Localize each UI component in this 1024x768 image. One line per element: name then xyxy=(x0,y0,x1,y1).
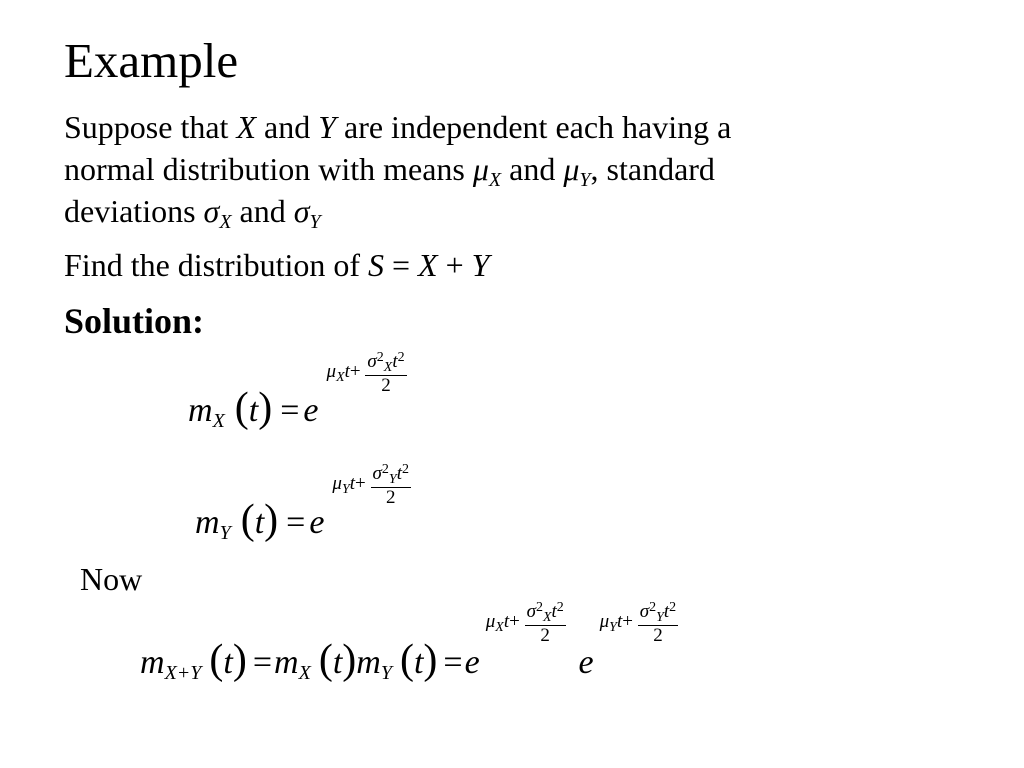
problem-line-2 xyxy=(64,152,715,191)
m-symbol: m xyxy=(140,644,165,681)
m-symbol: m xyxy=(356,644,381,681)
text: and xyxy=(255,109,319,145)
subscript: X xyxy=(212,410,225,432)
numerator xyxy=(638,601,678,626)
var-x: X xyxy=(418,247,438,283)
text: normal distribution with means xyxy=(64,151,473,187)
slide-title: Example xyxy=(64,33,239,88)
var-t: t xyxy=(344,361,350,382)
var-t: t xyxy=(503,611,510,632)
exponent-x xyxy=(485,599,571,646)
var-y: Y xyxy=(471,247,490,283)
plus-sign: + xyxy=(509,611,520,632)
superscript: 2 xyxy=(669,599,677,615)
sigma-symbol: σ xyxy=(372,462,382,484)
var-t: t xyxy=(396,462,402,484)
sigma-symbol: σ xyxy=(293,193,310,229)
subscript: Y xyxy=(388,471,397,487)
left-paren: ( xyxy=(240,497,255,543)
denominator: 2 xyxy=(381,374,391,396)
right-paren: ) xyxy=(342,637,357,683)
superscript: 2 xyxy=(401,461,409,477)
problem-line-1 xyxy=(64,110,731,145)
sigma-symbol: σ xyxy=(526,600,536,622)
left-paren: ( xyxy=(318,637,333,683)
now-label: Now xyxy=(80,561,143,597)
var-t: t xyxy=(254,504,265,541)
problem-line-3 xyxy=(64,194,321,233)
right-paren: ) xyxy=(423,637,438,683)
right-paren: ) xyxy=(258,385,273,431)
superscript: 2 xyxy=(397,349,405,365)
equals-sign: = xyxy=(443,644,463,681)
numerator xyxy=(365,351,406,376)
superscript: 2 xyxy=(556,599,564,615)
left-paren: ( xyxy=(209,637,224,683)
e-symbol: e xyxy=(464,644,480,681)
subscript: X xyxy=(298,662,311,684)
text: Find the distribution of xyxy=(64,247,368,283)
equation-mx xyxy=(188,344,407,432)
subscript: X xyxy=(336,370,345,385)
denominator: 2 xyxy=(540,624,550,646)
left-paren: ( xyxy=(234,385,249,431)
var-t: t xyxy=(223,644,233,681)
fraction xyxy=(365,351,406,395)
equals-sign: = xyxy=(384,247,419,283)
fraction xyxy=(525,601,566,645)
left-paren: ( xyxy=(399,637,414,683)
var-s: S xyxy=(368,247,384,283)
text: , standard xyxy=(590,151,715,187)
mu-symbol: μ xyxy=(563,151,580,187)
exponent-y xyxy=(599,599,679,646)
superscript: 2 xyxy=(376,349,384,365)
subscript: X xyxy=(488,169,502,191)
subscript: X xyxy=(495,620,504,635)
plus-sign: + xyxy=(349,361,361,382)
text: are independent each having a xyxy=(335,109,732,145)
denominator: 2 xyxy=(653,624,663,646)
subscript: X xyxy=(383,359,393,375)
numerator xyxy=(525,601,566,626)
mu-symbol: μ xyxy=(472,151,489,187)
equals-sign: = xyxy=(286,504,306,541)
equals-sign: = xyxy=(280,392,300,429)
sigma-symbol: σ xyxy=(639,600,650,622)
var-y: Y xyxy=(318,109,336,145)
equation-mxy xyxy=(140,594,678,684)
var-x: X xyxy=(236,109,256,145)
right-paren: ) xyxy=(264,497,279,543)
exponent xyxy=(326,349,407,396)
denominator: 2 xyxy=(385,486,396,508)
text: and xyxy=(501,151,564,187)
plus-sign: + xyxy=(622,611,633,632)
sigma-symbol: σ xyxy=(367,350,377,372)
m-symbol: m xyxy=(274,644,299,681)
var-t: t xyxy=(413,644,424,681)
fraction xyxy=(638,601,678,645)
equation-my xyxy=(195,456,411,544)
subscript: X+Y xyxy=(164,662,202,684)
solution-label: Solution: xyxy=(64,301,205,341)
e-symbol: e xyxy=(303,392,319,429)
subscript: Y xyxy=(219,522,231,544)
e-symbol: e xyxy=(578,644,594,681)
var-t: t xyxy=(332,644,343,681)
exponent xyxy=(332,461,411,508)
m-symbol: m xyxy=(188,392,213,429)
m-symbol: m xyxy=(195,504,220,541)
superscript: 2 xyxy=(535,599,543,615)
subscript: Y xyxy=(309,211,321,233)
mu-symbol: μ xyxy=(599,611,610,632)
plus-sign: + xyxy=(355,473,366,494)
fraction xyxy=(371,463,411,507)
subscript: X xyxy=(219,211,232,233)
subscript: Y xyxy=(609,620,617,635)
text: deviations xyxy=(64,193,204,229)
mu-symbol: μ xyxy=(326,361,337,382)
equals-sign: = xyxy=(252,644,273,681)
var-t: t xyxy=(616,611,623,632)
mu-symbol: μ xyxy=(332,473,342,494)
e-symbol: e xyxy=(309,504,325,541)
subscript: Y xyxy=(341,482,350,497)
var-t: t xyxy=(349,473,356,494)
subscript: Y xyxy=(656,609,664,625)
var-t: t xyxy=(663,600,670,622)
superscript: 2 xyxy=(381,461,389,477)
subscript: Y xyxy=(579,169,591,191)
numerator xyxy=(371,463,411,488)
var-t: t xyxy=(248,392,259,429)
text: and xyxy=(231,193,294,229)
sigma-symbol: σ xyxy=(203,193,220,229)
var-t: t xyxy=(551,600,557,622)
subscript: X xyxy=(542,609,552,625)
right-paren: ) xyxy=(232,637,247,683)
problem-line-4 xyxy=(64,248,489,283)
text: Suppose that xyxy=(64,109,237,145)
plus-sign: + xyxy=(437,247,472,283)
var-t: t xyxy=(392,350,398,372)
mu-symbol: μ xyxy=(485,611,496,632)
subscript: Y xyxy=(380,662,392,684)
superscript: 2 xyxy=(649,599,657,615)
